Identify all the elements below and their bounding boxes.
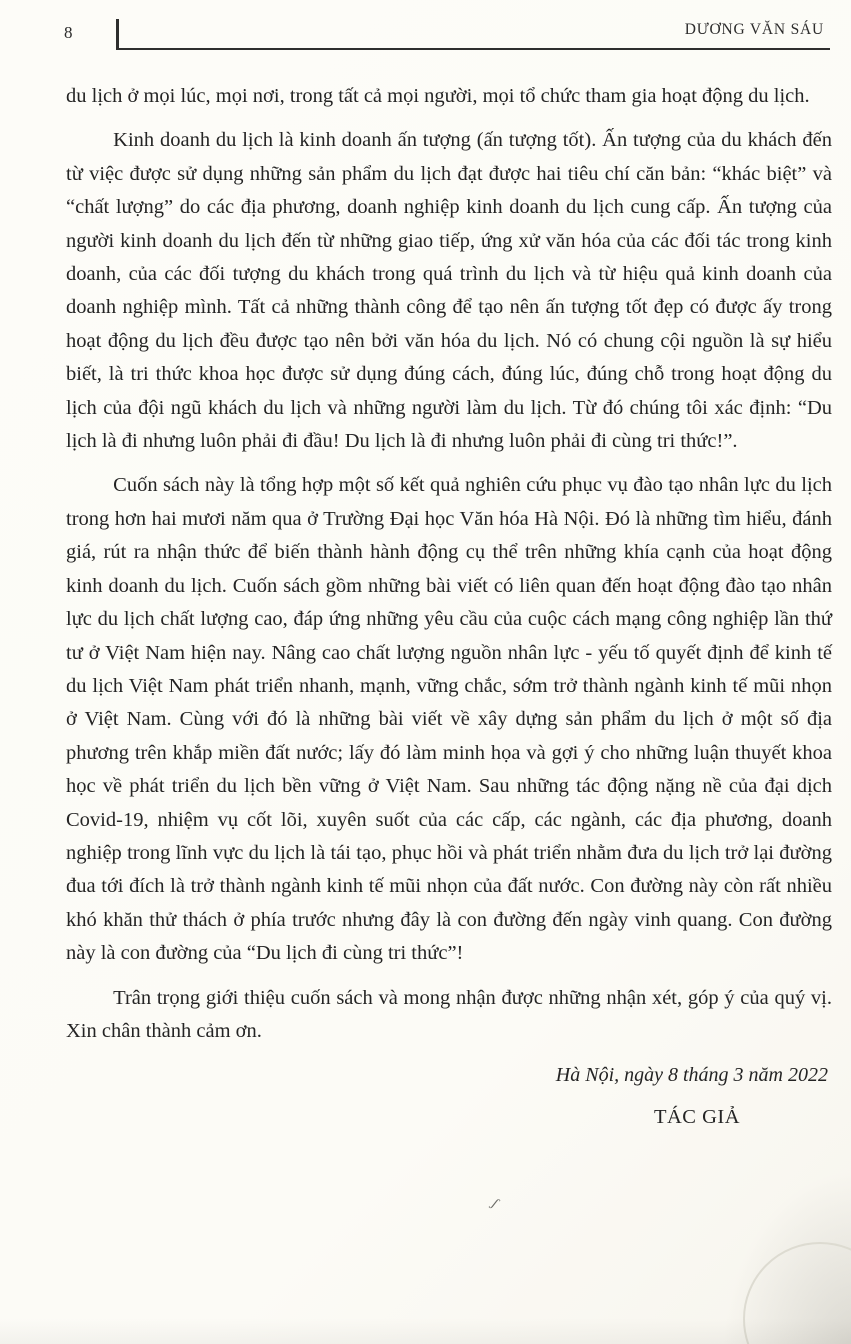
- paragraph: Trân trọng giới thiệu cuốn sách và mong nhận được những nhận xét, góp ý của quý vị. Xin chân thành cảm ơn.: [66, 986, 832, 1042]
- paragraph: Cuốn sách này là tổng hợp một số kết quả nghiên cứu phục vụ đào tạo nhân lực du lịch trong hơn hai mươi năm qua ở Trường Đại học Văn hóa Hà Nội. Đó là những tìm hiểu, đánh giá, rút ra nhận thức để biến thành hành động cụ thể trên những khía cạnh của hoạt động kinh doanh du lịch. Cuốn sách gồm những bài viết có liên quan đến hoạt động đào tạo nhân lực du lịch chất lượng cao, đáp ứng những yêu cầu của cuộc cách mạng công nghiệp lần thứ tư ở Việt Nam hiện nay. Nâng cao chất lượng nguồn nhân lực - yếu tố quyết định để kinh tế du lịch Việt Nam phát triển nhanh, mạnh, vững chắc, sớm trở thành ngành kinh tế mũi nhọn ở Việt Nam. Cùng với đó là những bài viết về xây dựng sản phẩm du lịch ở một số địa phương trên khắp miền đất nước; lấy đó làm minh họa và gợi ý cho những luận thuyết khoa học về phát triển du lịch bền vững ở Việt Nam. Sau những tác động nặng nề của đại dịch Covid-19, nhiệm vụ cốt lõi, xuyên suốt của các cấp, các ngành, các địa phương, doanh nghiệp trong lĩnh vực du lịch là tái tạo, phục hồi và phát triển nhằm đưa du lịch trở lại đường đua tới đích là trở thành ngành kinh tế mũi nhọn của đất nước. Con đường này còn rất nhiều khó khăn thử thách ở phía trước nhưng đây là con đường đến ngày vinh quang. Con đường này là con đường của “Du lịch đi cùng tri thức”!: [66, 474, 832, 965]
- paragraph: Kinh doanh du lịch là kinh doanh ấn tượng (ấn tượng tốt). Ấn tượng của du khách đến từ việc được sử dụng những sản phẩm du lịch đạt được hai tiêu chí căn bản: “khác biệt” và “chất lượng” do các địa phương, doanh nghiệp kinh doanh du lịch cung cấp. Ấn tượng của người kinh doanh du lịch đến từ những giao tiếp, ứng xử văn hóa của các đối tác trong kinh doanh, của các đối tượng du khách trong quá trình du lịch và từ hiệu quả kinh doanh của doanh nghiệp mình. Tất cả những thành công để tạo nên ấn tượng tốt đẹp có được ấy trong hoạt động du lịch đều được tạo nên bởi văn hóa du lịch. Nó có chung cội nguồn là sự hiểu biết, là tri thức khoa học được sử dụng đúng cách, đúng lúc, đúng chỗ trong hoạt động du lịch của đội ngũ khách du lịch và những người làm du lịch. Từ đó chúng tôi xác định: “Du lịch là đi nhưng luôn phải đi đầu! Du lịch là đi nhưng luôn phải đi cùng tri thức!”.: [66, 129, 832, 453]
- running-head-author: DƯƠNG VĂN SÁU: [684, 21, 824, 38]
- page-number: 8: [64, 23, 73, 42]
- page-body: [66, 80, 832, 1134]
- scan-ink-mark: ʃ: [488, 1196, 502, 1211]
- scan-bottom-shadow: [0, 1318, 851, 1344]
- scan-corner-shadow: [711, 1154, 851, 1344]
- closing-block: [66, 1059, 832, 1134]
- date-line: Hà Nội, ngày 8 tháng 3 năm 2022: [555, 1064, 828, 1087]
- page-header: [62, 14, 830, 52]
- scan-page-curl: [743, 1242, 851, 1344]
- author-signature: TÁC GIẢ: [653, 1105, 740, 1128]
- paragraph-continued: du lịch ở mọi lúc, mọi nơi, trong tất cả mọi người, mọi tổ chức tham gia hoạt động du lịch.: [66, 85, 810, 107]
